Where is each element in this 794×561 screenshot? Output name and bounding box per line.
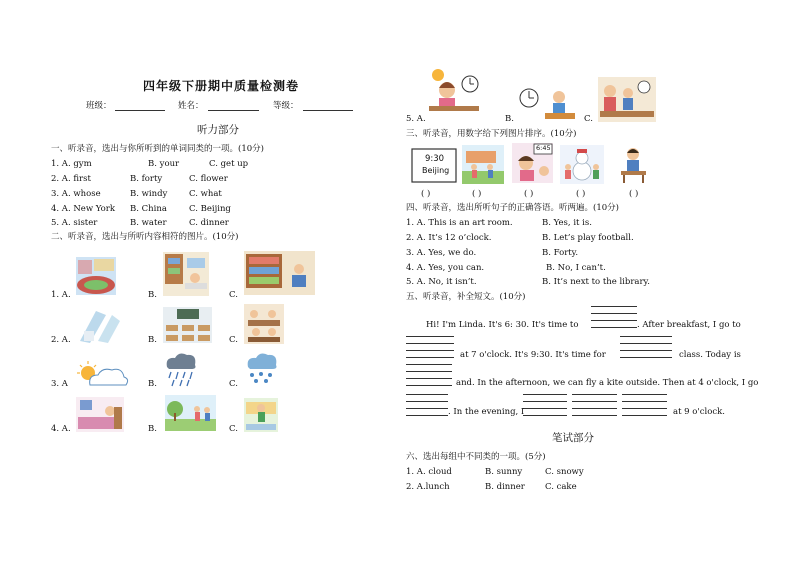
- answer-option-b: B. Yes, it is.: [542, 218, 592, 228]
- blank-line[interactable]: [406, 401, 448, 402]
- passage-line-2a: at 7 o'clock. It's 9:30. It's time for: [460, 350, 606, 360]
- row-label: C.: [229, 335, 238, 345]
- blank-line[interactable]: [572, 401, 617, 402]
- park-picture: [165, 395, 216, 431]
- list-item: 2. A. first: [51, 174, 91, 184]
- part6-instruction: 六、选出每组中不同类的一项。(5分): [406, 452, 546, 462]
- blank-line[interactable]: [622, 408, 667, 409]
- blank-line[interactable]: [406, 415, 448, 416]
- answer-option-b: B. Forty.: [542, 248, 579, 258]
- answer-option-a: 1. A. This is an art room.: [406, 218, 513, 228]
- answer-option-a: 2. A. It’s 12 o’clock.: [406, 233, 492, 243]
- blank-line[interactable]: [406, 336, 454, 337]
- name-label: 姓名：: [178, 101, 204, 111]
- answer-option-b: B. It’s next to the library.: [542, 277, 650, 287]
- blank-line[interactable]: [591, 313, 637, 314]
- row-label: C.: [229, 424, 238, 434]
- order-bracket[interactable]: ( ): [629, 189, 639, 199]
- blank-line[interactable]: [622, 415, 667, 416]
- option-c: C. get up: [209, 159, 249, 169]
- blank-line[interactable]: [406, 378, 452, 379]
- writing-heading: 笔试部分: [552, 432, 594, 444]
- boy-desk-picture: [620, 145, 647, 184]
- answer-option-b: B. Let’s play football.: [542, 233, 634, 243]
- snowman-picture: [560, 145, 604, 184]
- option-c: C. Beijing: [189, 204, 231, 214]
- passage-line-2b: class. Today is: [679, 350, 741, 360]
- order-bracket[interactable]: ( ): [576, 189, 586, 199]
- order-bracket[interactable]: ( ): [524, 189, 534, 199]
- blank-line[interactable]: [620, 343, 672, 344]
- art-room-picture: [76, 305, 124, 345]
- blank-line[interactable]: [406, 371, 452, 372]
- classroom-picture: [163, 307, 212, 343]
- list-item: 2. A.lunch: [406, 482, 450, 492]
- row-label: B.: [148, 424, 157, 434]
- passage-line-1b: . After breakfast, I go to: [637, 320, 741, 330]
- option-b: B. sunny: [485, 467, 523, 477]
- blank-line[interactable]: [406, 343, 454, 344]
- class-field[interactable]: [115, 110, 165, 111]
- name-field[interactable]: [208, 110, 259, 111]
- option-b: B. dinner: [485, 482, 525, 492]
- blank-line[interactable]: [572, 394, 617, 395]
- family-picture: [598, 77, 656, 122]
- part2-instruction: 二、听录音，选出与所听内容相符的图片。(10分): [51, 232, 239, 242]
- sign-city-text: Beijing: [422, 166, 450, 175]
- list-item: 1. A. gym: [51, 159, 92, 169]
- list-item: 1. A. cloud: [406, 467, 452, 477]
- blank-line[interactable]: [406, 394, 448, 395]
- option-c: C. dinner: [189, 218, 229, 228]
- sports-field-picture: [76, 257, 116, 295]
- row-label: 2. A.: [51, 335, 71, 345]
- row-label: C.: [229, 379, 238, 389]
- sunny-cloud-picture: [76, 361, 130, 388]
- row-label: B.: [148, 335, 157, 345]
- order-bracket[interactable]: ( ): [421, 189, 431, 199]
- passage-line-4b: at 9 o'clock.: [673, 407, 725, 417]
- option-b: B. water: [130, 218, 167, 228]
- listening-heading: 听力部分: [197, 124, 239, 136]
- blank-line[interactable]: [591, 320, 637, 321]
- row-label: B.: [148, 379, 157, 389]
- option-b: B. your: [148, 159, 180, 169]
- blank-line[interactable]: [620, 350, 672, 351]
- row-label: 3. A: [51, 379, 68, 389]
- class-label: 班级：: [86, 101, 112, 111]
- sign-time-text: 9:30: [425, 154, 445, 164]
- blank-line[interactable]: [523, 415, 567, 416]
- canteen-picture: [244, 304, 284, 344]
- option-b: B. windy: [130, 189, 168, 199]
- order-bracket[interactable]: ( ): [472, 189, 482, 199]
- passage-line-1a: Hi! I'm Linda. It's 6: 30. It's time to: [426, 320, 579, 330]
- blank-line[interactable]: [406, 357, 454, 358]
- rainy-picture: [163, 351, 198, 387]
- list-item: 3. A. whose: [51, 189, 101, 199]
- option-b: B. forty: [130, 174, 163, 184]
- option-b: B. China: [130, 204, 167, 214]
- option-c: C. what: [189, 189, 222, 199]
- blank-line[interactable]: [572, 408, 617, 409]
- blank-line[interactable]: [620, 357, 672, 358]
- blank-line[interactable]: [523, 408, 567, 409]
- grade-field[interactable]: [303, 110, 353, 111]
- bedroom-picture: [76, 397, 124, 432]
- row-label: C.: [229, 290, 238, 300]
- row-label: 1. A.: [51, 290, 71, 300]
- breakfast-picture: [427, 68, 482, 118]
- part5-instruction: 五、听录音，补全短文。(10分): [406, 292, 526, 302]
- reading-room-picture: [163, 252, 209, 296]
- page-title: 四年级下册期中质量检测卷: [143, 79, 300, 93]
- grade-label: 等级：: [273, 101, 299, 111]
- part1-instruction: 一、听录音，选出与你所听到的单词同类的一项。(10分): [51, 144, 264, 154]
- row-label: 5. A.: [406, 114, 426, 124]
- option-c: C. cake: [545, 482, 577, 492]
- clock-time-text: 6:45: [536, 144, 551, 152]
- clock-dinner-picture: [519, 87, 577, 121]
- blank-line[interactable]: [406, 408, 448, 409]
- passage-line-3: and. In the afternoon, we can fly a kite outside. Then at 4 o'clock, I go: [456, 378, 759, 388]
- part4-instruction: 四、听录音，选出所听句子的正确答语。听两遍。(10分): [406, 203, 619, 213]
- blank-line[interactable]: [591, 327, 637, 328]
- blank-line[interactable]: [622, 394, 667, 395]
- row-label: B.: [148, 290, 157, 300]
- playground-picture: [244, 398, 278, 432]
- blank-line[interactable]: [591, 306, 637, 307]
- row-label: B.: [505, 114, 514, 124]
- snowy-picture: [244, 351, 278, 385]
- answer-option-a: 4. A. Yes, you can.: [406, 263, 485, 273]
- row-label: C.: [584, 114, 593, 124]
- passage-line-4a: . In the evening, I: [448, 407, 525, 417]
- list-item: 4. A. New York: [51, 204, 116, 214]
- blank-line[interactable]: [523, 401, 567, 402]
- blank-line[interactable]: [406, 364, 452, 365]
- blank-line[interactable]: [572, 415, 617, 416]
- row-label: 4. A.: [51, 424, 71, 434]
- answer-option-a: 5. A. No, it isn’t.: [406, 277, 477, 287]
- blank-line[interactable]: [523, 394, 567, 395]
- option-c: C. flower: [189, 174, 228, 184]
- part3-instruction: 三、听录音，用数字给下列图片排序。(10分): [406, 129, 577, 139]
- blank-line[interactable]: [620, 336, 672, 337]
- answer-option-a: 3. A. Yes, we do.: [406, 248, 477, 258]
- kids-playing-picture: [462, 145, 504, 184]
- library-picture: [244, 251, 315, 295]
- blank-line[interactable]: [622, 401, 667, 402]
- list-item: 5. A. sister: [51, 218, 98, 228]
- answer-option-b: B. No, I can’t.: [546, 263, 606, 273]
- blank-line[interactable]: [406, 350, 454, 351]
- blank-line[interactable]: [406, 385, 452, 386]
- option-c: C. snowy: [545, 467, 584, 477]
